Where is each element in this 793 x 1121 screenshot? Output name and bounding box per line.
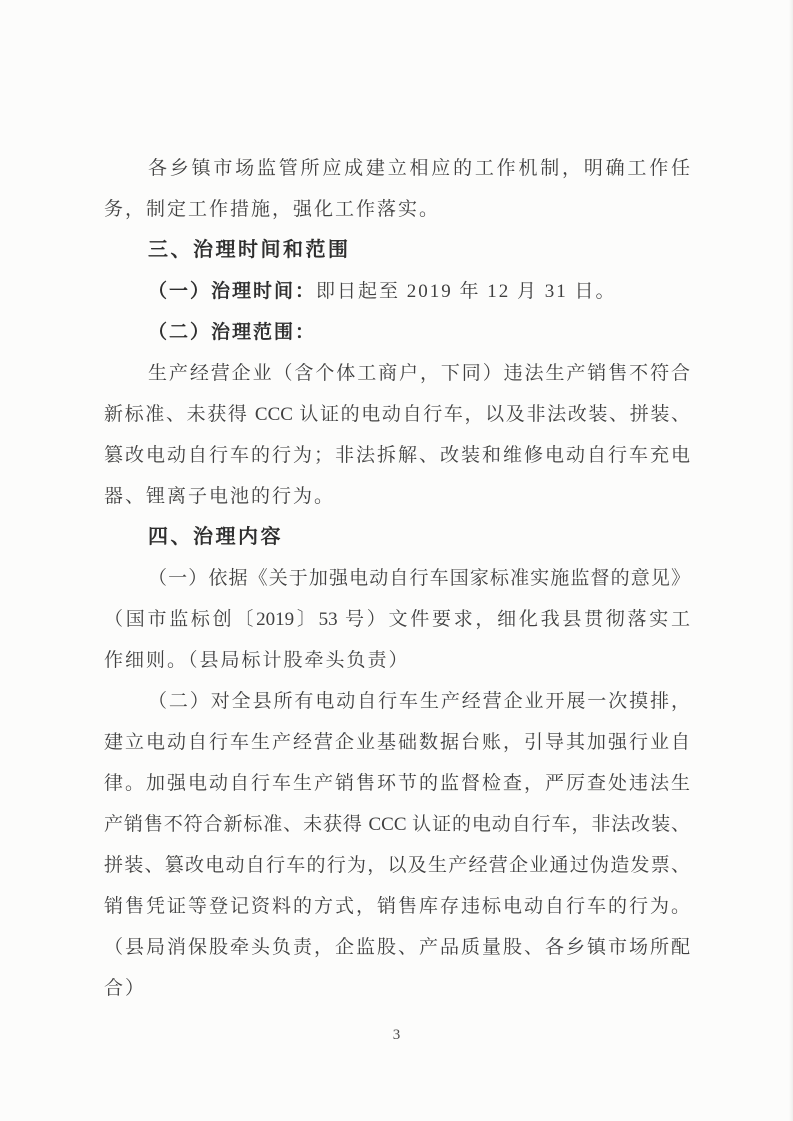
text-line: （国市监标创〔2019〕53 号）文件要求，细化我县贯彻落实工: [104, 609, 690, 630]
text-line: （一）依据《关于加强电动自行车国家标准实施监督的意见》: [148, 568, 690, 589]
clause-time-line: [104, 271, 690, 312]
text-line: 生产经营企业（含个体工商户，下同）违法生产销售不符合: [148, 363, 690, 384]
clause-scope-heading: [104, 312, 690, 353]
text-line: 销售凭证等登记资料的方式，销售库存违标电动自行车的行为。: [104, 896, 690, 917]
text-line: 务，制定工作措施，强化工作落实。: [104, 199, 441, 220]
scan-edge-shadow: [789, 0, 793, 1121]
clause-time-value: 即日起至 2019 年 12 月 31 日。: [316, 281, 617, 302]
document-body: [104, 148, 690, 1009]
text-line: 器、锂离子电池的行为。: [104, 486, 336, 507]
text-line: 篡改电动自行车的行为；非法拆解、改装和维修电动自行车充电: [104, 445, 690, 466]
section-heading-three: 三、治理时间和范围: [148, 239, 351, 261]
section-heading-four: 四、治理内容: [148, 526, 283, 548]
text-line: （县局消保股牵头负责，企监股、产品质量股、各乡镇市场所配: [104, 937, 690, 958]
text-line: 合）: [104, 978, 147, 999]
text-line: 新标准、未获得 CCC 认证的电动自行车，以及非法改装、拼装、: [104, 404, 690, 425]
text-line: 各乡镇市场监管所应成建立相应的工作机制，明确工作任: [148, 158, 690, 179]
text-line: 产销售不符合新标准、未获得 CCC 认证的电动自行车，非法改装、: [104, 814, 690, 835]
clause-scope-label: （二）治理范围：: [148, 322, 317, 343]
page-number: 3: [392, 1027, 401, 1043]
text-line: 律。加强电动自行车生产销售环节的监督检查，严厉查处违法生: [104, 773, 690, 794]
text-line: 拼装、篡改电动自行车的行为，以及生产经营企业通过伪造发票、: [104, 855, 690, 876]
clause-time-label: （一）治理时间：: [148, 281, 317, 302]
text-line: （二）对全县所有电动自行车生产经营企业开展一次摸排，: [148, 691, 690, 712]
text-line: 建立电动自行车生产经营企业基础数据台账，引导其加强行业自: [104, 732, 690, 753]
text-line: 作细则。（县局标计股牵头负责）: [104, 650, 410, 671]
